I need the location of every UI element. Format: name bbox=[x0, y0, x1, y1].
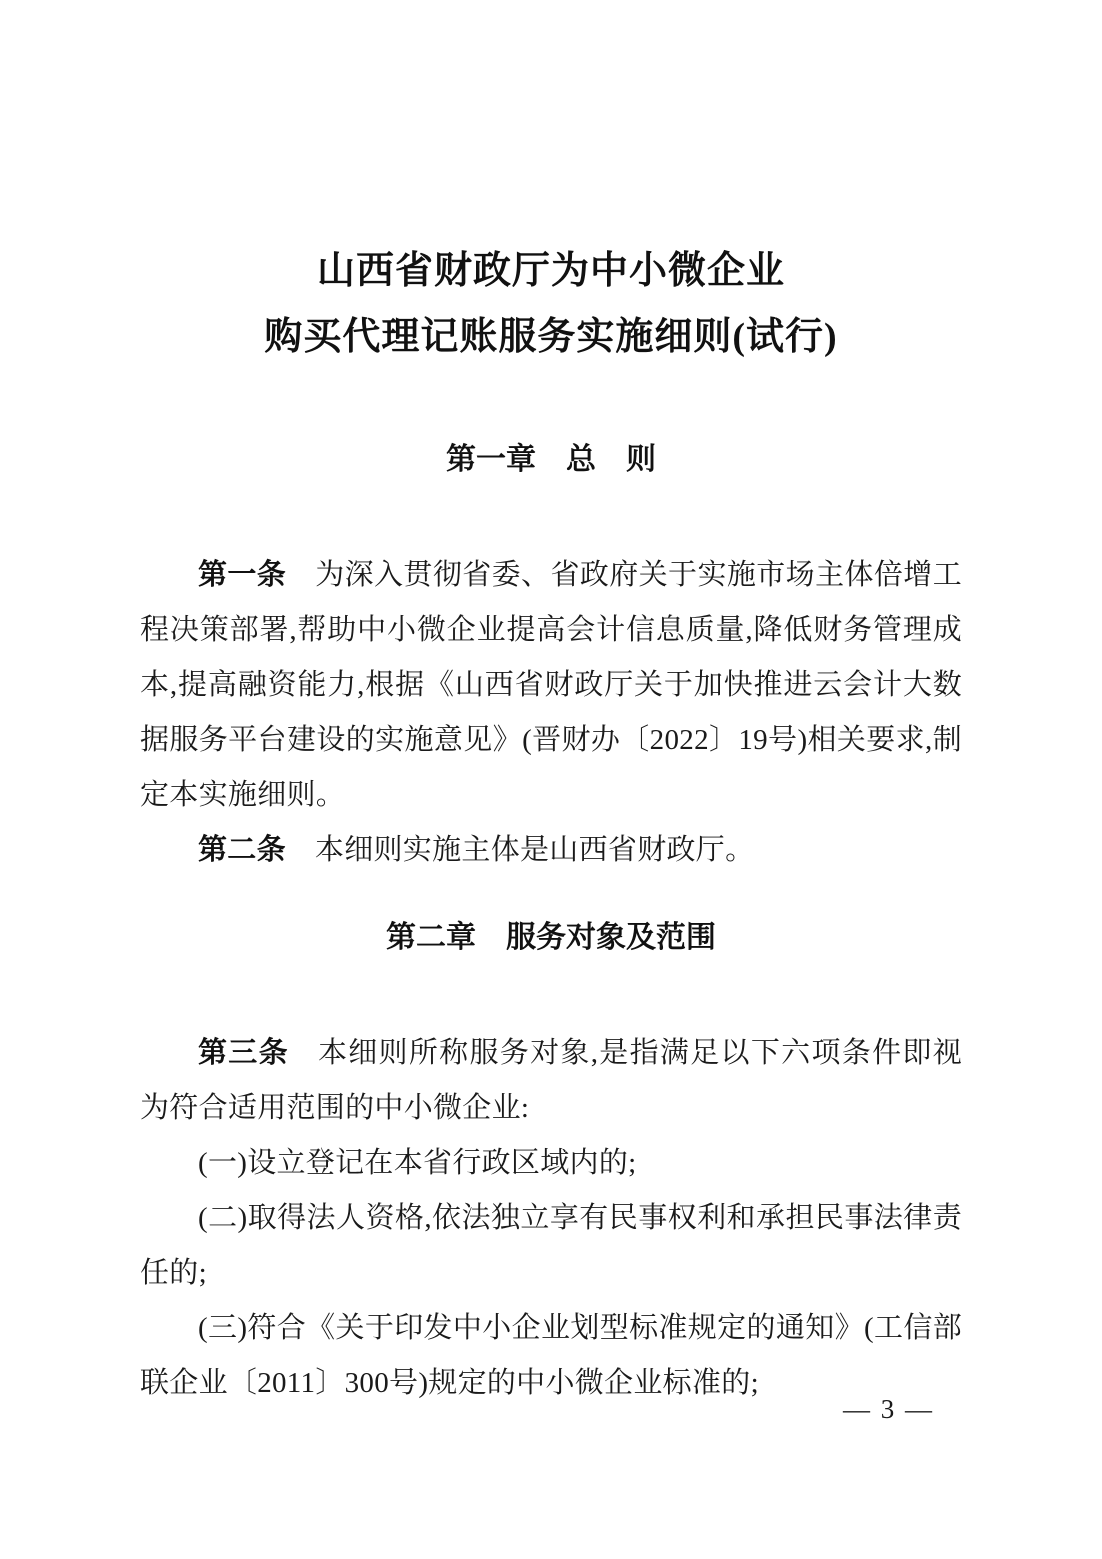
title-line-1: 山西省财政厅为中小微企业 bbox=[316, 250, 785, 292]
article-3-label: 第三条 bbox=[198, 1037, 289, 1069]
page-number: — 3 — bbox=[843, 1394, 934, 1424]
chapter-2-heading: 第二章 服务对象及范围 bbox=[386, 921, 716, 954]
article-3 bbox=[140, 1026, 962, 1136]
chapter-1-heading: 第一章 总 则 bbox=[446, 443, 656, 476]
article-2-label: 第二条 bbox=[198, 834, 286, 866]
clause-item-3: (三)符合《关于印发中小企业划型标准规定的通知》(工信部联企业〔2011〕300号)规定的中小微企业标准的; bbox=[140, 1312, 962, 1399]
chapter-2-body bbox=[140, 1026, 962, 1411]
document-title bbox=[140, 238, 962, 370]
article-2-text: 本细则实施主体是山西省财政厅。 bbox=[314, 834, 755, 866]
article-2 bbox=[140, 823, 962, 878]
clause-item-1: (一)设立登记在本省行政区域内的; bbox=[198, 1147, 637, 1179]
title-line-2: 购买代理记账服务实施细则(试行) bbox=[264, 316, 838, 358]
article-3-text: 本细则所称服务对象,是指满足以下六项条件即视为符合适用范围的中小微企业: bbox=[140, 1037, 962, 1124]
chapter-1-body bbox=[140, 548, 962, 878]
article-1-label: 第一条 bbox=[198, 559, 287, 591]
clause-item-2: (二)取得法人资格,依法独立享有民事权利和承担民事法律责任的; bbox=[140, 1202, 962, 1289]
document-content bbox=[140, 0, 962, 1411]
article-1 bbox=[140, 548, 962, 823]
article-1-text: 为深入贯彻省委、省政府关于实施市场主体倍增工程决策部署,帮助中小微企业提高会计信息质量,降低财务管理成本,提高融资能力,根据《山西省财政厅关于加快推进云会计大数据服务平台建设的实施意见》(晋财办〔2022〕19号)相关要求,制定本实施细则。 bbox=[140, 559, 962, 811]
